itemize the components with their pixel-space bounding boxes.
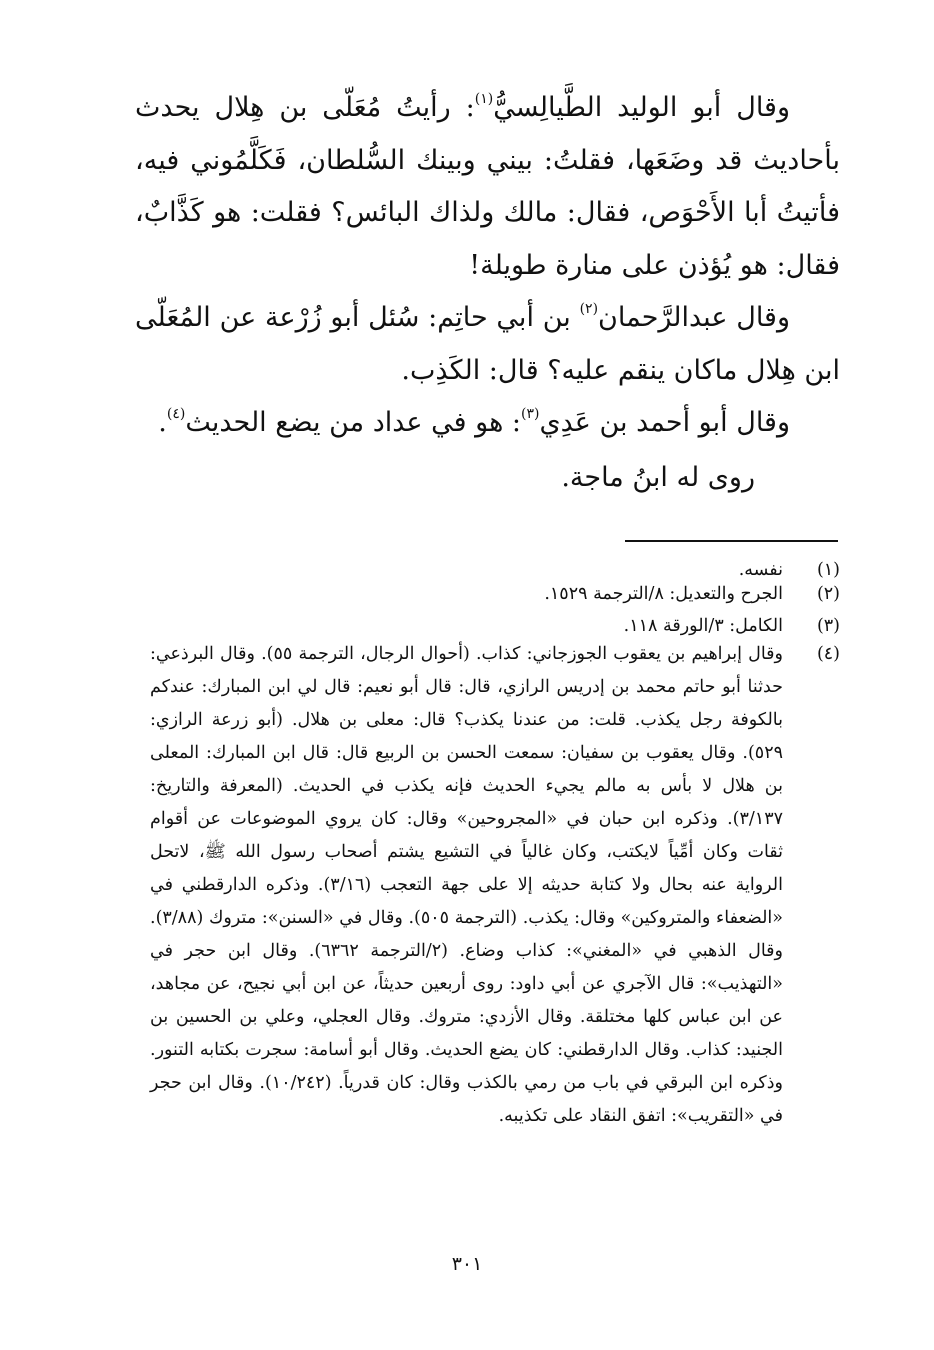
footnote-4: [150, 638, 840, 1133]
footnote-1: [150, 558, 840, 582]
footnote-separator: [625, 540, 838, 542]
paragraph-text: : هو في عداد من يضع الحديث: [185, 407, 521, 438]
paragraph-text: بن أبي حاتِم: سُئل أبو زُرْعة عن المُعَلّى ابن هِلال ماكان ينقم عليه؟ قال: الكَذِب.: [135, 302, 840, 386]
paragraph-ibn-adi: [135, 397, 840, 450]
footnote-text: نفسه.: [738, 560, 783, 580]
footnotes: [150, 558, 840, 1133]
paragraph-text: وقال عبدالرَّحمان: [598, 302, 790, 333]
paragraph-text: وقال أبو أحمد بن عَدِي: [539, 407, 790, 438]
paragraph-abdulrahman: [135, 292, 840, 397]
page-number: ٣٠١: [451, 1253, 483, 1275]
footnote-text: الكامل: ٣/الورقة ١١٨.: [623, 616, 783, 636]
footnote-2: [150, 582, 840, 606]
footnote-ref-2: (٢): [579, 301, 599, 317]
footnote-ref-1: (١): [474, 91, 494, 107]
main-text: [135, 82, 840, 504]
paragraph-tayalisi: [135, 82, 840, 292]
footnote-3: [150, 614, 840, 638]
footnote-text: الجرح والتعديل: ٨/الترجمة ١٥٢٩.: [544, 584, 783, 604]
paragraph-text: وقال أبو الوليد الطَّيالِسيُّ: [493, 92, 790, 123]
footnote-number: (٣): [816, 616, 840, 636]
footnote-text: وقال إبراهيم بن يعقوب الجوزجاني: كذاب. (أحوال الرجال، الترجمة ٥٥). وقال البرذعي: حدثنا أبو حاتم محمد بن إدريس الرازي، قال: قال أبو نعيم: قال لي ابن المبارك: عندكم بالكوفة رجل يكذب. قلت: من عندنا يكذب؟ قال: معلى بن هلال. (أبو زرعة الرازي: ٥٢٩). وقال يعقوب بن سفيان: سمعت الحسن بن الربيع قال: قال ابن المبارك: المعلى بن هلال لا بأس به مالم يجيء الحديث فإنه يكذب في الحديث. (المعرفة والتاريخ: ٣/١٣٧). وذكره ابن حبان في «المجروحين» وقال: كان يروي الموضوعات عن أقوام ثقات وكان أمِّياً لايكتب، وكان غالياً في التشيع يشتم أصحاب رسول الله ﷺ، لاتحل الرواية عنه بحال ولا كتابة حديثه إلا على جهة التعجب (٣/١٦). وذكره الدارقطني في «الضعفاء والمتروكين» وقال: يكذب. (الترجمة ٥٠٥). وقال في «السنن»: متروك (٣/٨٨). وقال الذهبي في «المغني»: كذاب وضاع. (٢/الترجمة ٦٣٦٢). وقال ابن حجر في «التهذيب»: قال الآجري عن أبي داود: روى أربعين حديثاً، عن ابن أبي نجيح، عن مجاهد، عن ابن عباس كلها مختلقة. وقال الأزدي: متروك. وقال العجلي، وعلي بن الحسين بن الجنيد: كذاب. وقال الدارقطني: كان يضع الحديث. وقال أبو أسامة: سجرت بكتابه التنور. وذكره ابن البرقي في باب من رمي بالكذب وقال: كان قدرياً. (١٠/٢٤٢). وقال ابن حجر في «التقريب»: اتفق النقاد على تكذيبه.: [150, 644, 784, 1126]
paragraph-ibn-majah: روى له ابنُ ماجة.: [561, 461, 755, 493]
footnote-number: (٤): [816, 644, 840, 664]
footnote-number: (٢): [816, 584, 840, 604]
footnote-ref-3: (٣): [520, 406, 540, 422]
paragraph-text: : رأيتُ مُعَلّى بن هِلال يحدث بأحاديث قد وضَعَها، فقلتُ: بيني وبينك السُّلطان، فَكَلَّمُوني فيه، فأتيتُ أبا الأَحْوَص، فقال: مالك ولذاك البائس؟ فقلت: هو كَذَّابٌ، فقال: هو يُؤذن على منارة طويلة!: [135, 92, 840, 281]
footnote-ref-4: (٤): [166, 406, 186, 422]
paragraph-text: .: [158, 407, 167, 438]
footnote-number: (١): [816, 560, 840, 580]
